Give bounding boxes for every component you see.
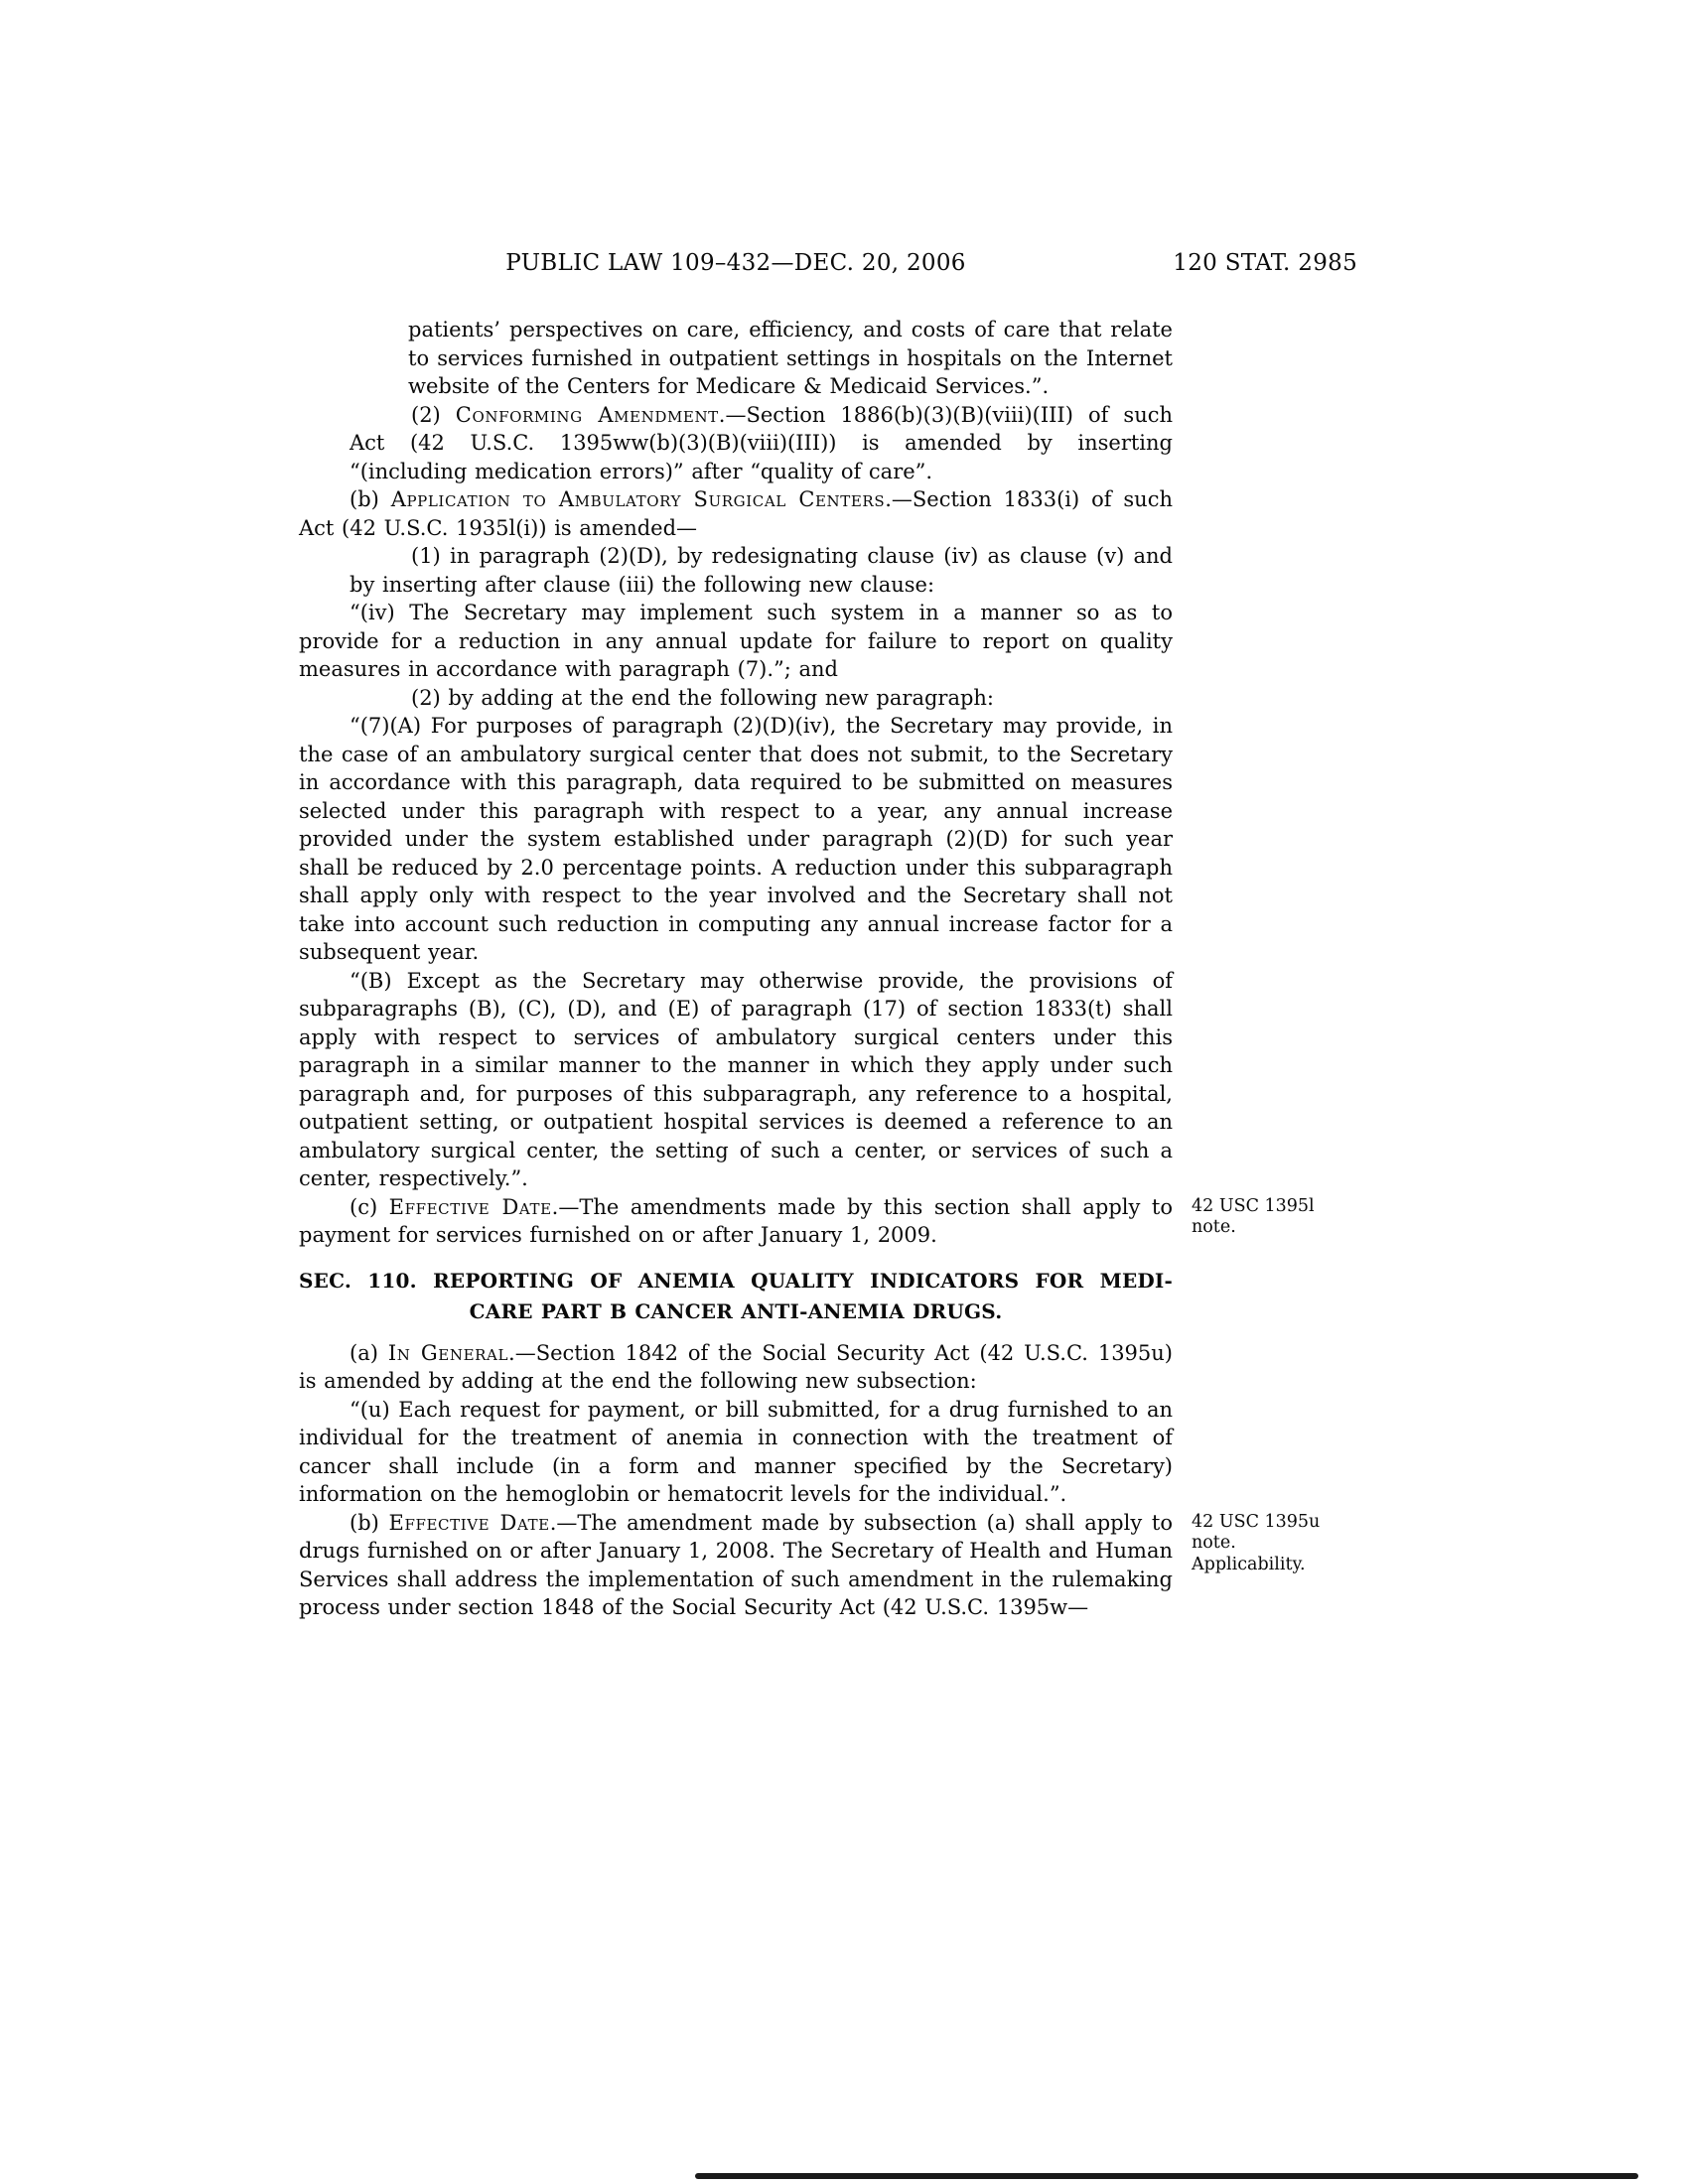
- small-caps-label: Effective Date: [388, 1194, 552, 1219]
- paragraph-clause-iv: [299, 599, 1173, 684]
- scan-artifact-line: [695, 2173, 1638, 2179]
- text-run: .—The amendments made by this section shall apply to payment for services furnished on or after January 1, 2009.: [299, 1194, 1173, 1247]
- text-run: patients’ perspectives on care, efficiency, and costs of care that relate to services furnished in outpatient settings in hospitals on the Internet website of the Centers for Medicare & Medicaid Services.”.: [408, 318, 1173, 398]
- text-run: (a): [350, 1340, 388, 1365]
- header-law-title: PUBLIC LAW 109–432—DEC. 20, 2006: [505, 250, 966, 276]
- paragraph-a-in-general: [299, 1339, 1173, 1396]
- text-run: “(7)(A) For purposes of paragraph (2)(D)(iv), the Secretary may provide, in the case of an ambulatory surgical center that does not submit, to the Secretary in accordance with this paragraph, data required to be submitted on measures selected under this paragraph with respect to a year, any annual increase provided under the system established under paragraph (2)(D) for such year shall be reduced by 2.0 percentage points. A reduction under this subparagraph shall apply only with respect to the year involved and the Secretary shall not take into account such reduction in computing any annual increase factor for a subsequent year.: [299, 714, 1173, 964]
- paragraph-b-application-ambulatory-surgical-centers: [299, 485, 1173, 542]
- section-110-heading: [299, 1266, 1173, 1327]
- paragraph-u-request-for-payment: [299, 1396, 1173, 1509]
- text-run: .—The amendment made by subsection (a) shall apply to drugs furnished on or after January 1, 2008. The Secretary of Health and Human Services shall address the implementation of such amendment in the rulemaking process under section 1848 of the Social Security Act (42 U.S.C. 1395w—: [299, 1510, 1173, 1619]
- text-run: (2): [411, 402, 456, 427]
- paragraph-b-effective-date: [299, 1509, 1173, 1622]
- margin-note-line: note.: [1192, 1533, 1236, 1553]
- text-run: “(iv) The Secretary may implement such system in a manner so as to provide for a reduction in any annual update for failure to report on quality measures in accordance with paragraph (7).”; and: [299, 601, 1173, 681]
- margin-note-line: 42 USC 1395l: [1192, 1195, 1315, 1216]
- text-run: “(B) Except as the Secretary may otherwise provide, the provisions of subparagraphs (B), (C), (D), and (E) of paragraph (17) of section 1833(t) shall apply with respect to services of ambulatory surgical centers under this paragraph in a similar manner to the manner in which they apply under such paragraph and, for purposes of this subparagraph, any reference to a hospital, outpatient setting, or outpatient hospital services is deemed a reference to an ambulatory surgical center, the setting of such a center, or services of such a center, respectively.”.: [299, 968, 1173, 1190]
- paragraph-continuation: [408, 316, 1173, 401]
- margin-note-line: Applicability.: [1192, 1554, 1306, 1574]
- text-run: (c): [350, 1194, 389, 1219]
- header-stat-number: 120 STAT. 2985: [1173, 250, 1357, 276]
- text-run: (1) in paragraph (2)(D), by redesignating clause (iv) as clause (v) and by inserting after clause (iii) the following new clause:: [350, 544, 1173, 597]
- text-run: .—Section 1833(i) of such Act (42 U.S.C. 1935l(i)) is amended—: [299, 487, 1173, 540]
- text-run: .—Section 1842 of the Social Security Act (42 U.S.C. 1395u) is amended by adding at the end the following new subsection:: [299, 1340, 1173, 1393]
- heading-line: SEC. 110. REPORTING OF ANEMIA QUALITY INDICATORS FOR MEDI-: [299, 1268, 1173, 1293]
- small-caps-label: Application to Ambulatory Surgical Centers: [390, 487, 886, 511]
- text-run: “(u) Each request for payment, or bill submitted, for a drug furnished to an individual for the treatment of anemia in connection with the treatment of cancer shall include (in a form and manner specified by the Secretary) information on the hemoglobin or hematocrit levels for the individual.”.: [299, 1397, 1173, 1506]
- text-run: .—Section 1886(b)(3)(B)(viii)(III) of such Act (42 U.S.C. 1395ww(b)(3)(B)(viii)(III)) is amended by inserting “(including medication errors)” after “quality of care”.: [350, 402, 1174, 483]
- paragraph-2-conforming-amendment: [350, 401, 1173, 486]
- small-caps-label: Effective Date: [388, 1510, 550, 1535]
- paragraph-c-effective-date: [299, 1193, 1173, 1250]
- margin-note-usc-1395l: [1192, 1196, 1315, 1239]
- heading-line: CARE PART B CANCER ANTI-ANEMIA DRUGS.: [469, 1298, 1003, 1323]
- small-caps-label: In General: [387, 1340, 509, 1365]
- margin-notes: [1192, 0, 1375, 2184]
- document-body: [299, 316, 1173, 1622]
- paragraph-1-redesignating-clause: [350, 542, 1173, 599]
- margin-note-usc-1395u: [1192, 1512, 1320, 1576]
- small-caps-label: Conforming Amendment: [455, 402, 719, 427]
- paragraph-2-adding-new-paragraph: [350, 684, 1173, 713]
- text-run: (b): [350, 487, 391, 511]
- paragraph-B-except: [299, 967, 1173, 1193]
- paragraph-7A: [299, 712, 1173, 967]
- margin-note-line: 42 USC 1395u: [1192, 1511, 1321, 1532]
- text-run: (b): [350, 1510, 389, 1535]
- text-run: (2) by adding at the end the following new paragraph:: [411, 685, 995, 710]
- margin-note-line: note.: [1192, 1217, 1236, 1237]
